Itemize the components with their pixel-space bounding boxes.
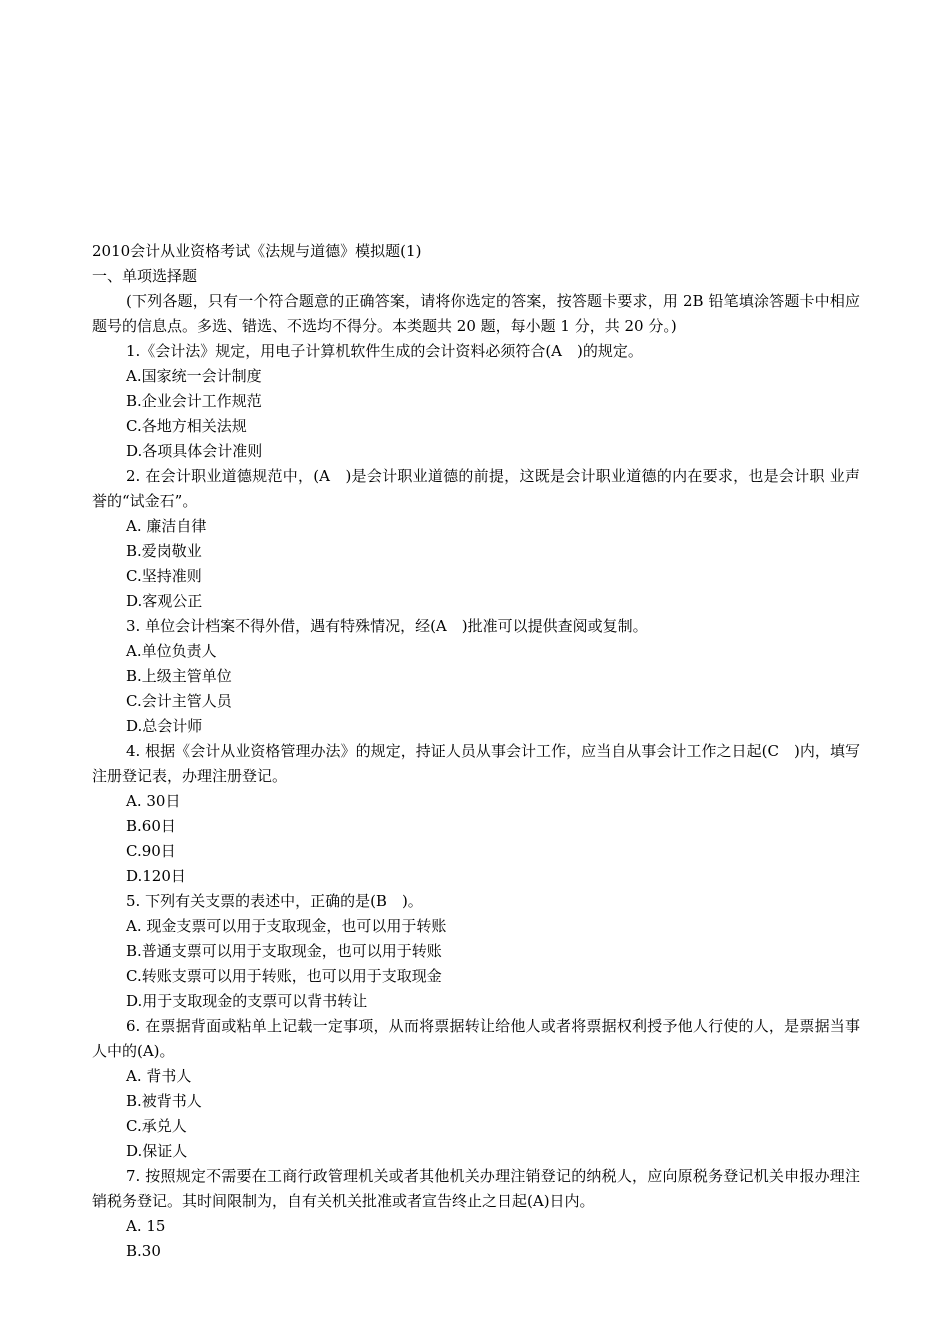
section-heading: 一、单项选择题	[92, 267, 198, 285]
option-c: C.承兑人	[126, 1117, 187, 1135]
option-b: B.企业会计工作规范	[126, 392, 262, 410]
option-d: D.保证人	[126, 1142, 188, 1160]
option-c: C.各地方相关法规	[126, 417, 247, 435]
option-c: C.会计主管人员	[126, 692, 232, 710]
option-d: D.120日	[126, 867, 186, 885]
option-a: A. 30日	[126, 792, 181, 810]
option-b: B.30	[126, 1242, 161, 1260]
question-stem: 1.《会计法》规定，用电子计算机软件生成的会计资料必须符合(A )的规定。	[126, 342, 643, 360]
question-5	[92, 889, 860, 1014]
question-1	[92, 339, 860, 464]
option-a: A. 15	[126, 1217, 166, 1235]
option-c: C.转账支票可以用于转账，也可以用于支取现金	[126, 967, 442, 985]
option-d: D.客观公正	[126, 592, 203, 610]
option-b: B.被背书人	[126, 1092, 202, 1110]
option-b: B.普通支票可以用于支取现金，也可以用于转账	[126, 942, 442, 960]
option-b: B.60日	[126, 817, 176, 835]
question-4	[92, 739, 860, 889]
instructions: (下列各题，只有一个符合题意的正确答案，请将你选定的答案，按答题卡要求，用 2B 铅笔填涂答题卡中相应题号的信息点。多选、错选、不选均不得分。本类题共 20 题，每小题 1 分，共 20 分。)	[92, 292, 860, 335]
option-a: A.国家统一会计制度	[126, 367, 262, 385]
question-stem: 2. 在会计职业道德规范中，(A )是会计职业道德的前提，这既是会计职业道德的内在要求，也是会计职 业声誉的“试金石”。	[92, 467, 860, 510]
question-stem: 7. 按照规定不需要在工商行政管理机关或者其他机关办理注销登记的纳税人，应向原税务登记机关申报办理注销税务登记。其时间限制为，自有关机关批准或者宣告终止之日起(A)日内。	[92, 1167, 860, 1210]
question-stem: 3. 单位会计档案不得外借，遇有特殊情况，经(A )批准可以提供查阅或复制。	[126, 617, 648, 635]
option-d: D.用于支取现金的支票可以背书转让	[126, 992, 368, 1010]
option-a: A.单位负责人	[126, 642, 217, 660]
question-7	[92, 1164, 860, 1264]
option-c: C.坚持准则	[126, 567, 202, 585]
question-stem: 6. 在票据背面或粘单上记载一定事项，从而将票据转让给他人或者将票据权利授予他人行使的人，是票据当事人中的(A)。	[92, 1017, 860, 1060]
option-c: C.90日	[126, 842, 176, 860]
option-a: A. 廉洁自律	[126, 517, 207, 535]
option-a: A. 背书人	[126, 1067, 192, 1085]
option-d: D.总会计师	[126, 717, 203, 735]
option-d: D.各项具体会计准则	[126, 442, 263, 460]
option-b: B.爱岗敬业	[126, 542, 202, 560]
question-stem: 5. 下列有关支票的表述中，正确的是(B )。	[126, 892, 423, 910]
document-page	[92, 239, 860, 1264]
option-a: A. 现金支票可以用于支取现金，也可以用于转账	[126, 917, 447, 935]
question-stem: 4. 根据《会计从业资格管理办法》的规定，持证人员从事会计工作，应当自从事会计工作之日起(C )内，填写注册登记表，办理注册登记。	[92, 742, 860, 785]
option-b: B.上级主管单位	[126, 667, 232, 685]
question-6	[92, 1014, 860, 1164]
question-3	[92, 614, 860, 739]
question-2	[92, 464, 860, 614]
document-title: 2010会计从业资格考试《法规与道德》模拟题(1)	[92, 242, 422, 260]
